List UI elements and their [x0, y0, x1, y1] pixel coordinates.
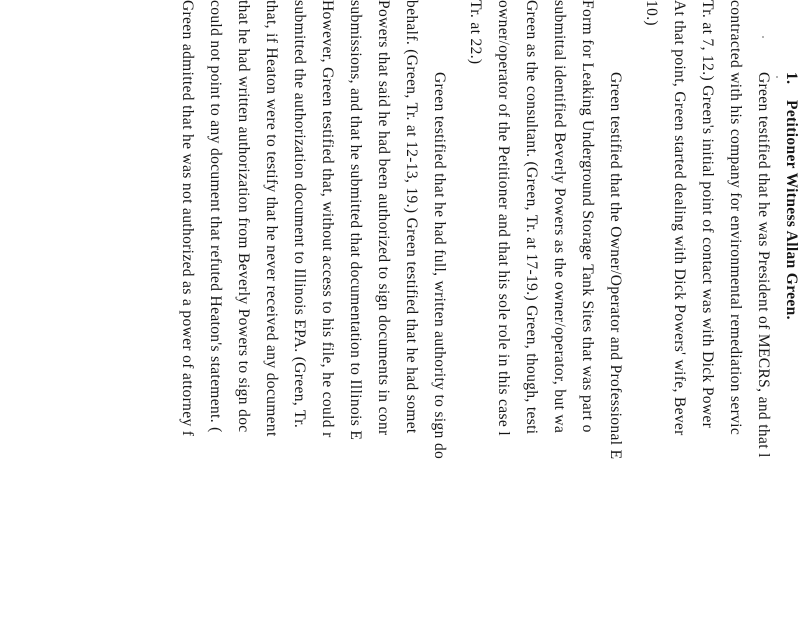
section-heading-title: Petitioner Witness Allan Green. [783, 100, 800, 320]
body-line: However, Green testified that, without access to his file, he could r [319, 0, 336, 438]
body-line: Form for Leaking Underground Storage Tank Sites that was part o [579, 0, 596, 433]
body-line: Green as the consultant. (Green, Tr. at 17-19.) Green, though, testi [523, 0, 540, 435]
body-line: Green testified that he was President of MECRS, and that l [755, 72, 772, 458]
body-line: that, if Heaton were to testify that he never received any document [263, 0, 280, 437]
body-line: submittal identified Beverly Powers as the owner/operator, but wa [551, 0, 568, 434]
body-line: Tr. at 22.) [467, 0, 484, 65]
body-line: Green testified that the Owner/Operator and Professional E [607, 72, 624, 460]
body-line: contracted with his company for environmental remediation servic [727, 0, 744, 436]
body-line: Green admitted that he was not authorized as a power of attorney f [179, 0, 196, 437]
scan-speck [776, 76, 778, 78]
section-heading [782, 72, 800, 320]
body-line: Tr. at 7, 12.) Green's initial point of contact was with Dick Power [699, 0, 716, 429]
section-heading-number: 1. [783, 72, 800, 85]
body-line: Green testified that he had full, written authority to sign do [431, 72, 448, 460]
scan-speck [762, 36, 764, 38]
body-line: Powers that said he had been authorized to sign documents in conr [375, 0, 392, 436]
body-line: submissions, and that he submitted that documentation to Illinois E [347, 0, 364, 441]
rotated-document-sheet [80, 0, 800, 618]
body-line: could not point to any document that refuted Heaton's statement. ( [207, 0, 224, 433]
body-line: At that point, Green started dealing with Dick Powers' wife, Bever [671, 0, 688, 436]
body-line: behalf. (Green, Tr. at 12-13, 19.) Green testified that he had somet [403, 0, 420, 434]
body-line: submitted the authorization document to Illinois EPA. (Green, Tr. [291, 0, 308, 429]
body-line: owner/operator of the Petitioner and that his sole role in this case l [495, 0, 512, 436]
body-line: that he had written authorization from Beverly Powers to sign doc [235, 0, 252, 433]
body-line: 10.) [643, 0, 660, 26]
